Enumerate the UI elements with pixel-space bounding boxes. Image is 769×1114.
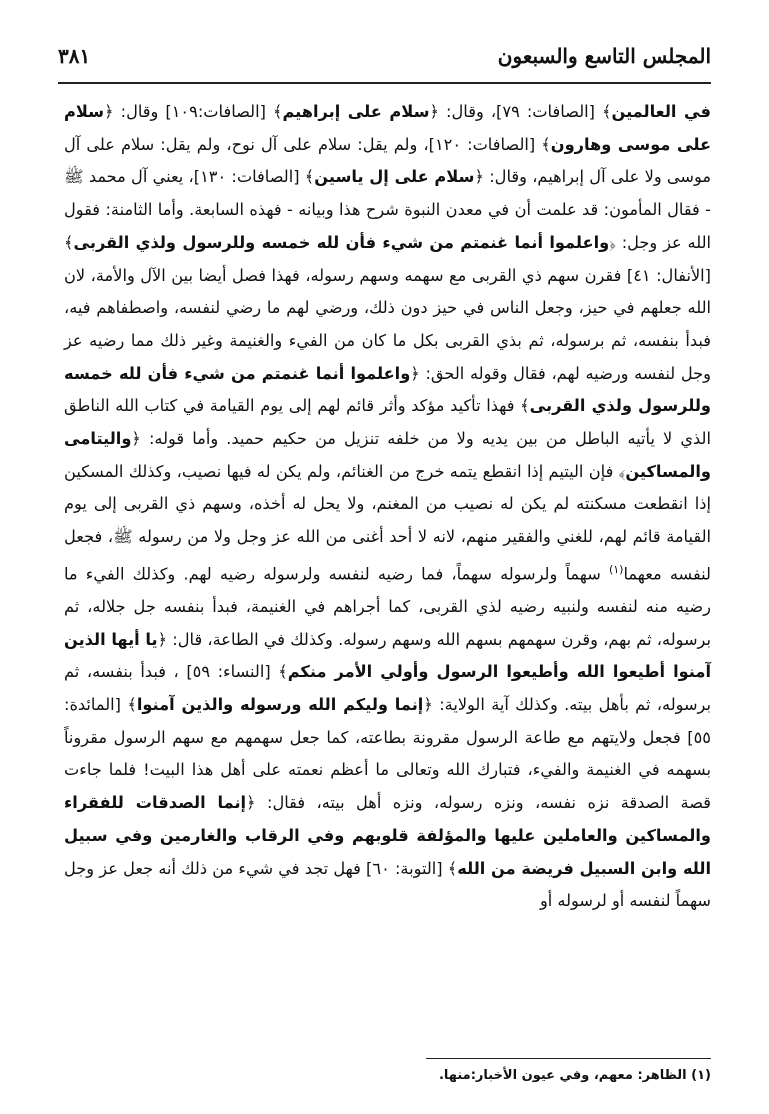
quran-verse: في العالمين <box>611 102 711 121</box>
text-segment: ﴾ فإن اليتيم إذا انقطع يتمه خرج من الغنائم، ولم يكن له فيها نصيب، وكذلك المسكين إذا انقطعت مسكنته لم يكن له نصيب من المغنم، ولا يحل له أخذه، وسهم ذي القربى إلى يوم القيامة قائم لهم، للغني والفقير منهم، لانه لا أحد أغنى من الله عز وجل ولا من رسوله ﷺ، فجعل لنفسه معهما <box>64 461 711 584</box>
quran-verse: يا أيها الذين آمنوا أطيعوا الله وأطيعوا الرسول وأولي الأمر منكم <box>64 629 711 682</box>
quran-verse: سلام على إل ياسين <box>314 167 475 187</box>
quran-verse: إنما الصدقات للفقراء والمساكين والعاملين عليها والمؤلفة قلوبهم وفي الرقاب والغارمين وفي سبيل الله وابن السبيل فريضة من الله <box>64 793 711 878</box>
quran-verse: واليتامى والمساكين <box>64 429 711 481</box>
quran-verse: سلام على إبراهيم <box>282 102 430 121</box>
text-segment: ﴾ [الأنفال: ٤١] فقرن سهم ذي القربى مع سهمه وسهم رسوله، فهذا فصل أيضا بين الآل والأمة، لان الله جعلهم في حيز، وجعل الناس في حيز دون ذلك، ورضي لهم ما رضي لنفسه، واصطفاهم فيه، فبدأ بنفسه، ثم برسوله، ثم بذي القربى بكل ما كان من الفيء والغنيمة وغير ذلك مما رضيه عز وجل لنفسه ورضيه لهم، فقال وقوله الحق: ﴿ <box>64 232 711 383</box>
quran-verse: إنما وليكم الله ورسوله والذين آمنوا <box>136 695 424 715</box>
chapter-title: المجلس التاسع والسبعون <box>497 44 711 68</box>
text-segment: ﴾ [المائدة: ٥٥] فجعل ولايتهم مع طاعة الرسول مقرونة بطاعته، كما جعل سهمهم مع سهم الرسول مقروناً بسهمه في الغنيمة والفيء، فتبارك الله وتعالى ما أعظم نعمته على أهل هذا البيت! فلما جاءت قصة الصدقة نزه نفسه، ونزه رسوله، ونزه أهل بيته، فقال: ﴿ <box>64 695 711 813</box>
text-segment: ﴾ [الصافات: ٧٩]، وقال: ﴿ <box>429 102 612 121</box>
text-segment: ﴾ [الصافات: ١٣٠]، يعني آل محمد ﷺ - فقال المأمون: قد علمت أن في معدن النبوة شرح هذا وبيانه - فهذه السابعة. وأما الثامنة: فقول الله عز وجل: ﴿ <box>64 167 712 252</box>
quran-verse: واعلموا أنما غنمتم من شيء فأن لله خمسه وللرسول ولذي القربى <box>64 363 711 416</box>
page-number: ٣٨١ <box>58 44 91 68</box>
text-segment: ﴾ فهذا تأكيد مؤكد وأثر قائم لهم إلى يوم القيامة في كتاب الله الناطق الذي لا يأتيه الباطل من بين يديه ولا من خلفه تنزيل من حكيم حميد. وأما قوله: ﴿ <box>64 396 711 449</box>
main-text <box>64 96 711 918</box>
footnote: (١) الظاهر: معهم، وفي عيون الأخبار:منها. <box>438 1068 711 1083</box>
paragraph <box>64 96 711 918</box>
footnote-divider <box>426 1058 711 1059</box>
text-segment: ﴾ [الصافات:١٠٩] وقال: ﴿ <box>104 102 283 121</box>
footnote-ref: (١) <box>608 562 624 576</box>
text-segment: ﴾ [التوبة: ٦٠] فهل تجد في شيء من ذلك أنه جعل عز وجل سهماً لنفسه أو لرسوله أو <box>64 858 711 911</box>
text-segment: ﴾ [النساء: ٥٩] ، فبدأ بنفسه، ثم برسوله، ثم بأهل بيته. وكذلك آية الولاية: ﴿ <box>64 662 711 715</box>
text-segment: سهماً ولرسوله سهماً، فما رضيه لنفسه ولرسوله رضيه لهم. وكذلك الفيء ما رضيه منه لنفسه ولنبيه رضيه لذي القربى، كما أجراهم في الغنيمة، فبدأ بنفسه جل جلاله، ثم برسوله، ثم بهم، وقرن سهمهم بسهم الله وسهم رسوله. وكذلك في الطاعة، قال: ﴿ <box>64 564 711 649</box>
text-segment: ﴾ [الصافات: ١٢٠]، ولم يقل: سلام على آل نوح، ولم يقل: سلام على آل موسى ولا على آل إبراهيم، وقال: ﴿ <box>64 134 711 187</box>
running-header <box>58 40 711 84</box>
quran-verse: واعلموا أنما غنمتم من شيء فأن لله خمسه وللرسول ولذي القربى <box>73 232 610 252</box>
quran-verse: سلام على موسى وهارون <box>64 102 712 154</box>
